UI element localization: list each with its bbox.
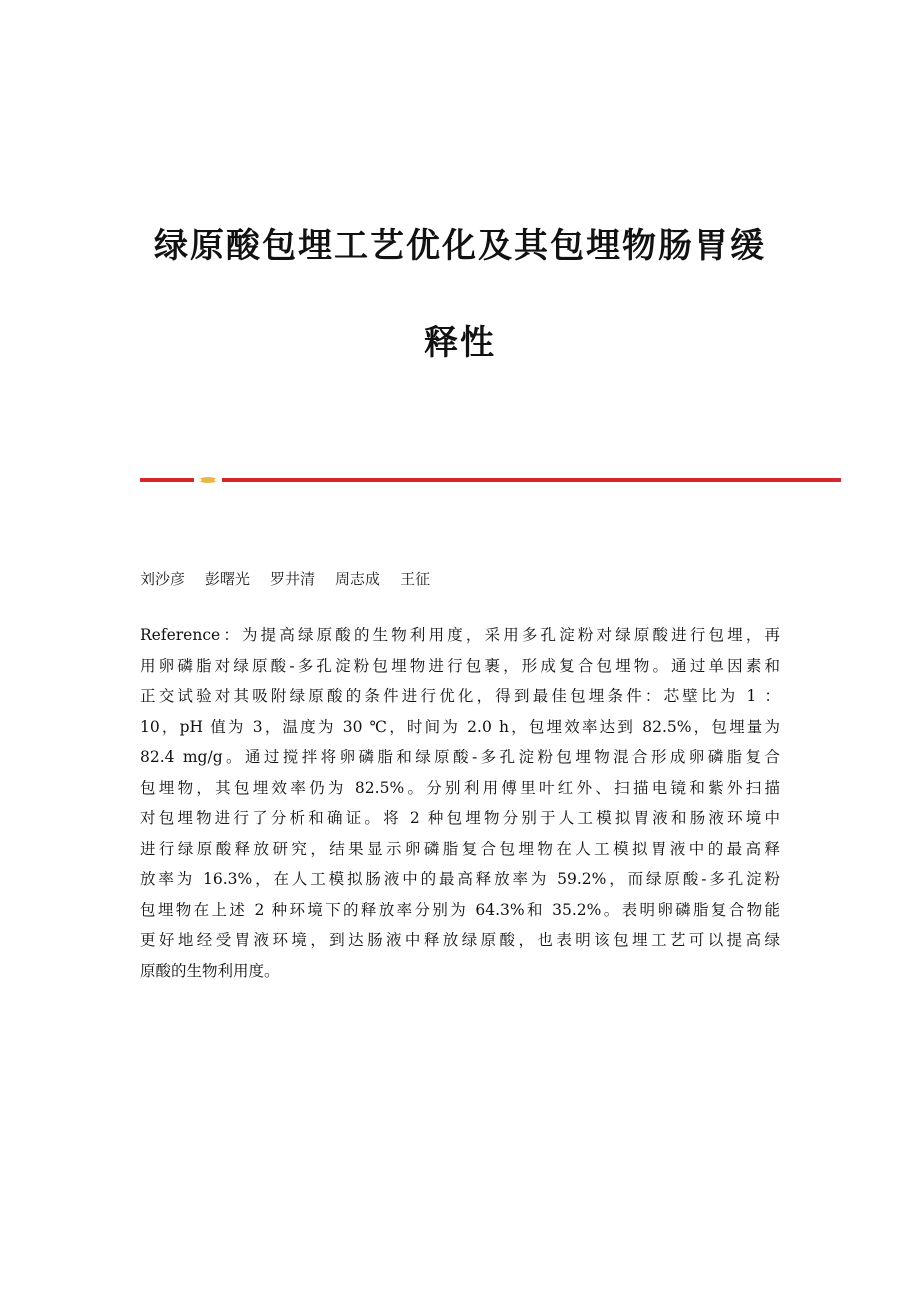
abstract-line: 包埋物，其包埋效率仍为 82.5%。分别利用傅里叶红外、扫描电镜和紫外扫描 — [140, 778, 780, 797]
abstract-paragraph — [140, 620, 780, 986]
author-list — [140, 568, 430, 589]
divider-ornament-icon — [196, 476, 220, 484]
title-divider-left — [140, 478, 194, 482]
author-name: 刘沙彦 — [140, 570, 186, 588]
document-title-line-2: 释性 — [424, 323, 496, 363]
abstract-line: 10，pH 值为 3，温度为 30 ℃，时间为 2.0 h，包埋效率达到 82.5%，包埋量为 — [140, 717, 780, 736]
abstract-line: 用卵磷脂对绿原酸-多孔淀粉包埋物进行包裹，形成复合包埋物。通过单因素和 — [140, 656, 780, 675]
abstract-line: Reference：为提高绿原酸的生物利用度，采用多孔淀粉对绿原酸进行包埋，再 — [140, 626, 780, 644]
author-name: 周志成 — [335, 570, 381, 588]
abstract-line: 放率为 16.3%，在人工模拟肠液中的最高释放率为 59.2%，而绿原酸-多孔淀粉 — [140, 870, 780, 888]
abstract-line: 原酸的生物利用度。 — [140, 961, 280, 980]
document-title-line-1: 绿原酸包埋工艺优化及其包埋物肠胃缓 — [154, 226, 766, 266]
abstract-line: 包埋物在上述 2 种环境下的释放率分别为 64.3%和 35.2%。表明卵磷脂复合物能 — [140, 900, 780, 919]
abstract-line: 正交试验对其吸附绿原酸的条件进行优化，得到最佳包埋条件：芯壁比为 1 ： — [140, 687, 780, 705]
ornament-dot-left — [199, 479, 202, 482]
abstract-line: 更好地经受胃液环境，到达肠液中释放绿原酸，也表明该包埋工艺可以提高绿 — [140, 931, 780, 949]
author-name: 罗井清 — [270, 570, 316, 588]
author-name: 彭曙光 — [205, 570, 251, 588]
ornament-dot-right — [215, 479, 218, 482]
abstract-line: 82.4 mg/g。通过搅拌将卵磷脂和绿原酸-多孔淀粉包埋物混合形成卵磷脂复合 — [140, 748, 780, 766]
abstract-line: 对包埋物进行了分析和确证。将 2 种包埋物分别于人工模拟胃液和肠液环境中 — [140, 809, 780, 827]
abstract-line: 进行绿原酸释放研究，结果显示卵磷脂复合包埋物在人工模拟胃液中的最高释 — [140, 839, 780, 858]
author-name: 王征 — [400, 570, 431, 588]
title-divider-right — [222, 478, 841, 482]
